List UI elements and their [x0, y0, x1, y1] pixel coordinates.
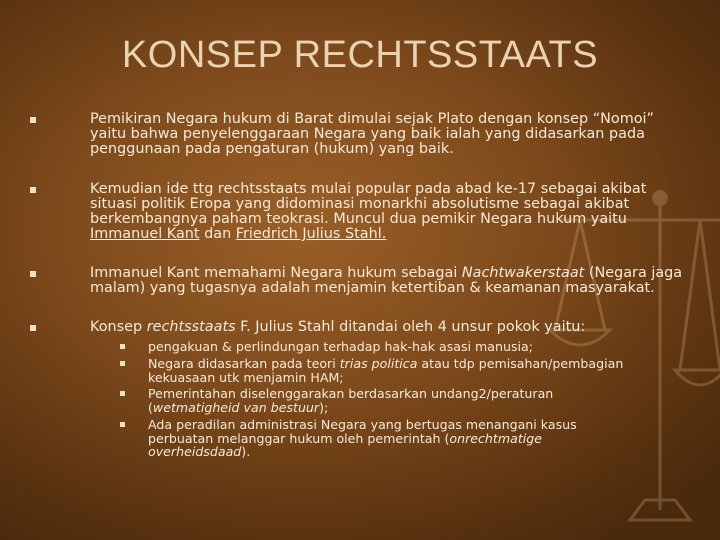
sub-bullet-text: pengakuan & perlindungan terhadap hak-hak asasi manusia;: [148, 339, 534, 354]
bullet-text: Pemikiran Negara hukum di Barat dimulai sejak Plato dengan konsep “Nomoi” yaitu bahwa penyelenggaraan Negara yang baik ialah yang didasarkan pada penggunaan pada pengaturan (hukum) yang baik.: [90, 111, 654, 157]
sub-bullet-italic-term: wetmatigheid van bestuur: [152, 399, 320, 415]
page-title: KONSEP RECHTSSTAATS: [121, 34, 599, 76]
sub-bullet-text: );: [319, 399, 329, 415]
bullet-text: (Negara jaga malam) yang tugasnya adalah menjamin ketertiban & keamanan masyarakat.: [90, 265, 683, 296]
sub-bullet-text: Ada peradilan administrasi Negara yang bertugas menangani kasus perbuatan melanggar hukum oleh pemerintah (: [148, 417, 577, 446]
link-friedrich-julius-stahl[interactable]: Friedrich Julius Stahl.: [235, 226, 387, 242]
bullet-text: Immanuel Kant memahami Negara hukum sebagai: [90, 265, 458, 281]
bullet-item: [30, 266, 690, 296]
sub-bullet-marker-icon: [120, 391, 125, 396]
bullet-italic-term: rechtsstaats: [146, 319, 236, 335]
sub-bullet-marker-icon: [120, 361, 125, 366]
bullet-text: Konsep: [90, 319, 143, 335]
sub-bullet-marker-icon: [120, 344, 125, 349]
sub-bullet-text: ).: [241, 444, 251, 459]
bullet-marker-icon: [30, 117, 36, 123]
bullet-marker-icon: [30, 271, 36, 277]
bullet-item: [30, 112, 690, 157]
sub-bullet-italic-term: trias politica: [339, 356, 418, 371]
bullet-text: F. Julius Stahl ditandai oleh 4 unsur pokok yaitu:: [240, 319, 586, 335]
bullet-item: [30, 320, 585, 335]
sub-bullet-item: [120, 418, 640, 459]
bullet-text: dan: [204, 226, 232, 242]
sub-bullet-item: [120, 357, 640, 384]
sub-bullet-item: [120, 387, 640, 414]
sub-bullet-text: atau tdp pemisahan/pembagian kekuasaan utk menjamin HAM;: [148, 356, 624, 385]
link-immanuel-kant[interactable]: Immanuel Kant: [90, 226, 200, 242]
sub-bullet-item: [120, 340, 533, 354]
bullet-item: [30, 182, 690, 242]
bullet-marker-icon: [30, 187, 36, 193]
sub-bullet-text: Pemerintahan diselenggarakan berdasarkan undang2/peraturan (: [148, 386, 554, 415]
sub-bullet-italic-term: onrechtmatige overheidsdaad: [148, 430, 543, 459]
sub-bullet-marker-icon: [120, 422, 125, 427]
bullet-marker-icon: [30, 325, 36, 331]
bullet-italic-term: Nachtwakerstaat: [461, 265, 585, 281]
bullet-text: Kemudian ide ttg rechtsstaats mulai popular pada abad ke-17 sebagai akibat situasi politik Eropa yang didominasi monarkhi absolutisme sebagai akibat berkembangnya paham teokrasi. Muncul dua pemikir Negara hukum yaitu: [90, 181, 647, 227]
sub-bullet-text: Negara didasarkan pada teori: [148, 356, 336, 371]
